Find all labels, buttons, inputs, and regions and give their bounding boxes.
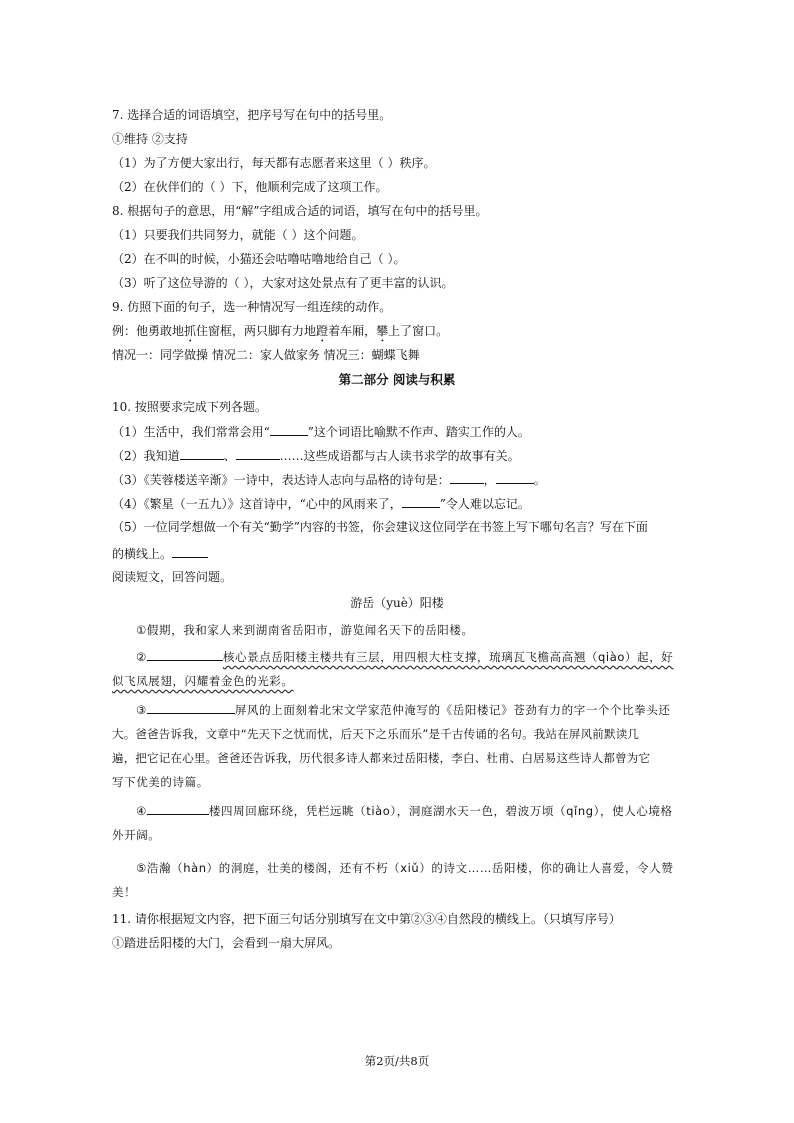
essay-p3-text: 遍，把它记在心里。爸爸还告诉我，历代很多诗人都来过岳阳楼，李白、杜甫、白居易这些诗人都曾为它 — [112, 751, 651, 765]
answer-blank[interactable] — [147, 802, 209, 815]
essay-p5-text: 美！ — [112, 885, 137, 899]
q10-title: 10. 按照要求完成下列各题。 — [112, 400, 267, 414]
answer-blank[interactable] — [236, 447, 280, 460]
essay-p1-line: ①假期，我和家人来到湖南省岳阳市，游览闻名天下的岳阳楼。 — [136, 623, 474, 637]
q10-item-2-text: 、 — [223, 449, 236, 463]
q10-item-2-text: （2）我知道 — [112, 449, 180, 463]
answer-blank[interactable] — [180, 447, 224, 460]
answer-blank[interactable] — [450, 471, 484, 484]
q10-item-5: （5）一位同学想做一个有关“勤学”内容的书签，你会建议这位同学在书签上写下哪句名言？写在下面 — [112, 520, 648, 534]
q10-item-3-text: 。 — [533, 473, 546, 487]
essay-paragraph-5 — [112, 856, 684, 904]
q9-example-text: 上了窗口。 — [388, 324, 449, 338]
q10-item-2-text: ……这些成语都与古人读书求学的故事有关。 — [279, 449, 520, 463]
paragraph-number: ③ — [136, 703, 147, 717]
essay-p3-text: 写下优美的诗篇。 — [112, 775, 209, 789]
q10-item-4-text: （4）《繁星（一五九）》这首诗中，“心中的风雨来了， — [112, 497, 402, 511]
page-number: 第2页/共8页 — [364, 1054, 430, 1068]
answer-blank[interactable] — [270, 423, 308, 436]
essay-p4-text: 楼四周回廊环绕，凭栏远眺（tiào），洞庭湖水天一色，碧波万顷（qǐng），使人心境格 — [208, 804, 673, 818]
q8-sentence-1: （1）只要我们共同努力，就能（ ）这个问题。 — [112, 228, 364, 242]
q11-option-1: ①踏进岳阳楼的大门，会看到一扇大屏风。 — [112, 936, 341, 950]
essay-paragraph-1 — [112, 618, 684, 642]
paragraph-number: ② — [136, 650, 147, 664]
essay-p5-text: ⑤浩瀚（hàn）的洞庭，壮美的楼阁，还有不朽（xiǔ）的诗文……岳阳楼，你的确让人喜爱，令人赞 — [136, 861, 674, 875]
answer-blank[interactable] — [402, 495, 440, 508]
reading-intro: 阅读短文，回答问题。 — [112, 570, 233, 584]
q9-emphasis-verb: 抓 — [184, 324, 197, 338]
q8-sentence-2: （2）在不叫的时候，小猫还会咕噜咕噜地给自己（ ）。 — [112, 252, 406, 266]
essay-p2-text: 核心景点岳阳楼主楼共有三层，用四根大柱支撑，琉璃瓦飞檐高高翘（qiào）起，好 — [222, 650, 674, 664]
q8-sentence-3: （3）听了这位导游的（ ），大家对这处景点有了更丰富的认识。 — [112, 276, 454, 290]
q10-item-4 — [112, 495, 530, 512]
q10-item-1-text: ”这个词语比喻默不作声、踏实工作的人。 — [307, 425, 530, 439]
essay-paragraph-3 — [112, 698, 684, 794]
part2-title: 第二部分 阅读与积累 — [338, 372, 456, 387]
q7-options: ①维持 ②支持 — [112, 132, 188, 146]
answer-blank[interactable] — [496, 471, 534, 484]
q10-item-5-text: 的横线上。 — [112, 547, 173, 561]
q9-emphasis-verb: 攀 — [376, 324, 389, 338]
q10-item-3 — [112, 471, 546, 488]
q10-item-2 — [112, 447, 520, 464]
q7-sentence-1: （1）为了方便大家出行，每天都有志愿者来这里（ ）秩序。 — [112, 156, 436, 170]
q7-sentence-2: （2）在伙伴们的（ ）下，他顺利完成了这项工作。 — [112, 180, 388, 194]
q9-title: 9. 仿照下面的句子，选一种情况写一组连续的动作。 — [112, 300, 392, 314]
q10-item-5-cont — [112, 545, 208, 562]
q9-example — [112, 323, 448, 345]
q11-title: 11. 请你根据短文内容，把下面三句话分别填写在文中第②③④自然段的横线上。（只填写序号） — [112, 912, 621, 926]
q10-item-4-text: ”令人难以忘记。 — [439, 497, 530, 511]
essay-paragraph-4 — [112, 799, 684, 847]
q9-example-text: 着车厢， — [328, 324, 377, 338]
essay-p2-text: 似飞凤展翅，闪耀着金色的光彩。 — [112, 674, 294, 688]
answer-blank[interactable] — [147, 701, 235, 714]
essay-p3-text: 屏风的上面刻着北宋文学家范仲淹写的《岳阳楼记》苍劲有力的字一个个比拳头还 — [234, 703, 671, 717]
paragraph-number: ④ — [136, 804, 147, 818]
answer-blank[interactable] — [172, 545, 208, 558]
q8-title: 8. 根据句子的意思，用“解”字组成合适的词语，填写在句中的括号里。 — [112, 204, 488, 218]
essay-p4-text: 外开阔。 — [112, 828, 161, 842]
q10-item-3-text: （3）《芙蓉楼送辛渐》一诗中，表达诗人志向与品格的诗句是： — [112, 473, 450, 487]
q10-item-3-text: ， — [483, 473, 496, 487]
q10-item-1 — [112, 423, 530, 440]
q9-example-text: 例：他勇敢地 — [112, 324, 185, 338]
q9-emphasis-verb: 蹬 — [316, 324, 329, 338]
essay-p3-text: 大。爸爸告诉我，文章中“先天下之忧而忧，后天下之乐而乐”是千古传诵的名句。我站在屏风前默读几 — [112, 727, 640, 741]
answer-blank[interactable] — [147, 648, 223, 661]
q10-item-1-text: （1）生活中，我们常常会用“ — [112, 425, 270, 439]
q9-example-text: 住窗框，两只脚有力地 — [196, 324, 317, 338]
q9-cases: 情况一：同学做操 情况二：家人做家务 情况三：蝴蝶飞舞 — [112, 348, 420, 362]
essay-paragraph-2 — [112, 645, 684, 693]
q7-title: 7. 选择合适的词语填空，把序号写在句中的括号里。 — [112, 108, 392, 122]
essay-title: 游岳（yuè）阳楼 — [350, 596, 444, 610]
